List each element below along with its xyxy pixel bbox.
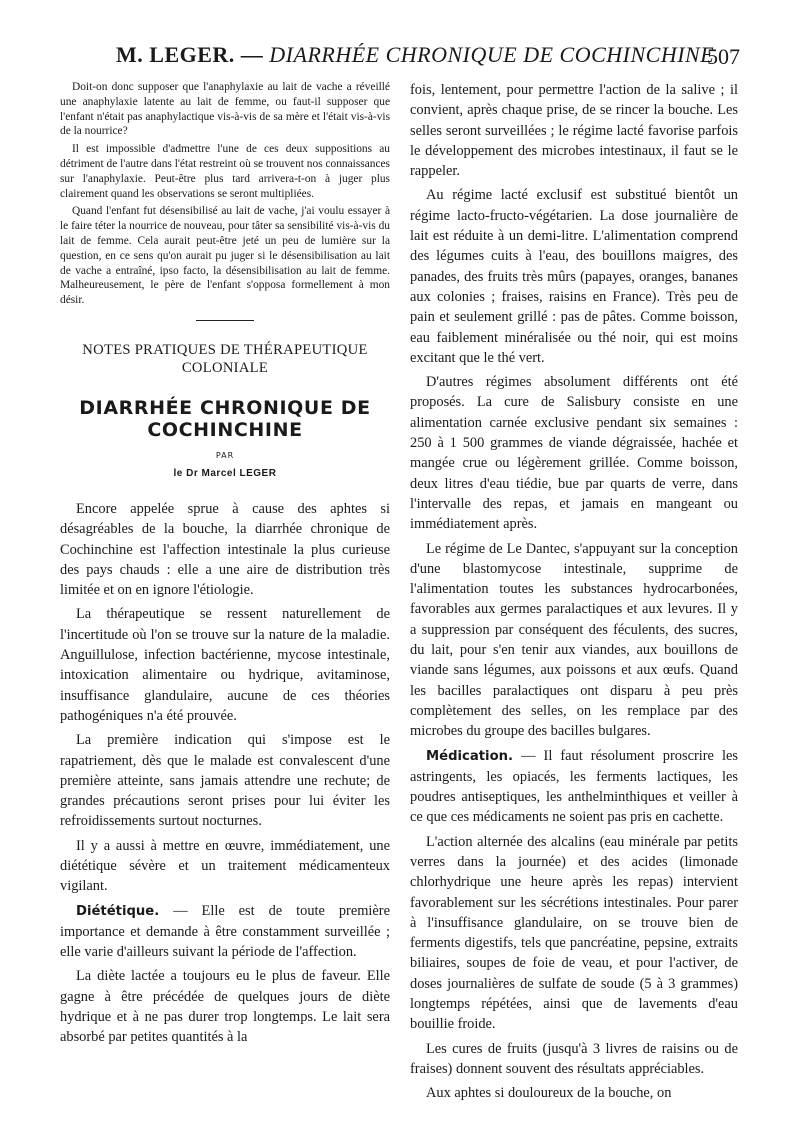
running-header (60, 42, 740, 76)
paragraph: Aux aphtes si douloureux de la bouche, on (426, 1085, 672, 1102)
right-column (410, 80, 738, 1108)
article-title (60, 397, 390, 441)
header-author: M. LEGER. — (116, 42, 264, 67)
paragraph: Il y a aussi à mettre en œuvre, immédiatement, une diététique sévère et un traitement médicamenteux vigilant. (60, 837, 390, 895)
continued-case-text (60, 80, 390, 308)
article-body-left (60, 499, 390, 1048)
medication-label: Médication. (426, 748, 514, 764)
paragraph: Doit-on donc supposer que l'anaphylaxie au lait de vache a réveillé une anaphylaxie latente au lait de femme, ou faut-il supposer que l'enfant n'était pas anaphylactique vis-à-vis de sa mère et l'était vis-à-vis de la nourrice? (60, 81, 390, 138)
article-author: le Dr Marcel LEGER (173, 467, 277, 479)
section-heading (60, 341, 390, 377)
paragraph: Au régime lacté exclusif est substitué bientôt un régime lacto-fructo-végétarien. La dose journalière de lait est réduite à un demi-litre. L'alimentation comprend des légumes cuits à l'eau, des bouillons maigres, des panades, des fruits très mûrs (papayes, oranges, bananes aux colonies ; fraises, raisins en France). Très peu de pain et seulement grillé : pas de pâtes. Comme boisson, eau faiblement minéralisée ou thé noir, qui est moins excitant que le thé vert. (410, 187, 738, 366)
byline-par: PAR (215, 450, 235, 460)
paragraph: Quand l'enfant fut désensibilisé au lait de vache, j'ai voulu essayer à le faire téter la nourrice de nouveau, pour tâter sa sensibilité vis-à-vis du lait de femme. Cela aurait peut-être jeté un peu de lumière sur la question, en ce sens qu'on aurait pu juger si le désensibilisation au lait de vache a entraîné, ipso facto, la désensibilisation au lait de femme. Malheureusement, le père de l'enfant s'opposa formellement à mon désir. (60, 205, 390, 307)
paragraph: Les cures de fruits (jusqu'à 3 livres de raisins ou de fraises) donnent souvent des résultats appréciables. (410, 1040, 738, 1077)
paragraph: fois, lentement, pour permettre l'action de la salive ; il convient, après chaque prise, de se rincer la bouche. Les selles seront surveillées ; le régime lacté favorise parfois le développement des microbes intestinaux, il faut se le rappeler. (410, 82, 738, 180)
paragraph: L'action alternée des alcalins (eau minérale par petits verres dans la journée) et des acides (limonade chlorhydrique une heure après les repas) intervient favorablement sur les sécrétions intestinales. Pour parer à l'insuffisance glandulaire, on se trouve bien de ferments digestifs, tels que pancréatine, pepsine, extraits biliaires, soupes de foie de veau, et pour l'activer, de doses journalières de sulfate de soude (5 à 3 grammes) longtemps répétées, ainsi que de lavements d'eau bouillie froide. (410, 833, 738, 1033)
paragraph-medication (410, 746, 738, 828)
medication-text: — Il faut résolument proscrire les astringents, les opiacés, les ferments lactiques, les poudres antiseptiques, les anthelminthiques et veiller à ce que ces médicaments ne soient pas pris en cachette. (410, 747, 738, 826)
paragraph: La thérapeutique se ressent naturellement de l'incertitude où l'on se trouve sur la nature de la maladie. Anguillulose, infection bactérienne, mycose intestinale, intoxication alimentaire ou hydrique, avitaminose, insuffisance glandulaire, aucune de ces théories pathogéniques n'a été prouvée. (60, 606, 390, 724)
paragraph: La diète lactée a toujours eu le plus de faveur. Elle gagne à être précédée de quelques jours de diète hydrique et à ne pas durer trop longtemps. Le lait sera absorbé par petites quantités à la (60, 968, 390, 1046)
dietetique-text: — Elle est de toute première importance et demande à être constamment surveillée ; elle varie d'ailleurs suivant la période de l'affection. (60, 902, 390, 961)
running-title (116, 42, 714, 68)
article-title-line: DIARRHÉE CHRONIQUE DE (79, 396, 371, 419)
paragraph-dietetique (60, 901, 390, 963)
paragraph: Le régime de Le Dantec, s'appuyant sur la conception d'une blastomycose intestinale, supprime de l'alimentation toutes les substances hydrocarbonées, favorables aux germes paralactiques et aux levures. Il y a suppression par conséquent des féculents, des sucres, du lait, pour s'en tenir aux viandes, aux bouillons de viande sans légumes, aux poissons et aux œufs. Quand les bacilles paralactiques ont disparu à peu près complètement des selles, on les remplace par des microbes du groupe des bacilles bulgares. (410, 540, 738, 740)
article-title-line: COCHINCHINE (147, 418, 303, 441)
paragraph: Encore appelée sprue à cause des aphtes si désagréables de la bouche, la diarrhée chronique de Cochinchine est l'affection intestinale la plus curieuse des pays chauds : elle a une aire de distribution très limitée et on en ignore l'étiologie. (60, 500, 390, 599)
section-heading-line: NOTES PRATIQUES DE THÉRAPEUTIQUE (82, 341, 368, 358)
left-column (60, 80, 390, 1052)
paragraph: La première indication qui s'impose est le rapatriement, dès que le malade est convalescent d'une première atteinte, sans jamais attendre une rechute; de grandes précautions seront prises pour lui éviter les refroidissements surtout nocturnes. (60, 732, 390, 830)
page-number: 507 (707, 44, 740, 69)
article-body-right (410, 80, 738, 1104)
paragraph: D'autres régimes absolument différents ont été proposés. La cure de Salisbury consiste en une alimentation carnée exclusive pendant six semaines : 250 à 1 500 grammes de viande dégraissée, hachée et mangée crue ou légèrement grillée. Comme boisson, deux litres d'eau tiédie, bue par quarts de verre, dans l'intervalle des repas, et jamais en mangeant ou immédiatement après. (410, 374, 738, 533)
paragraph: Il est impossible d'admettre l'une de ces deux suppositions au détriment de l'autre dans l'état restreint où se trouvent nos connaissances sur l'anaphylaxie. Peut-être plus tard arrivera-t-on à juger plus clairement quand les observations se seront multipliées. (60, 143, 390, 200)
dietetique-label: Diététique. (76, 903, 160, 919)
header-title: DIARRHÉE CHRONIQUE DE COCHINCHINE (269, 42, 715, 67)
section-heading-line: COLONIALE (181, 359, 269, 376)
section-divider (196, 320, 254, 321)
